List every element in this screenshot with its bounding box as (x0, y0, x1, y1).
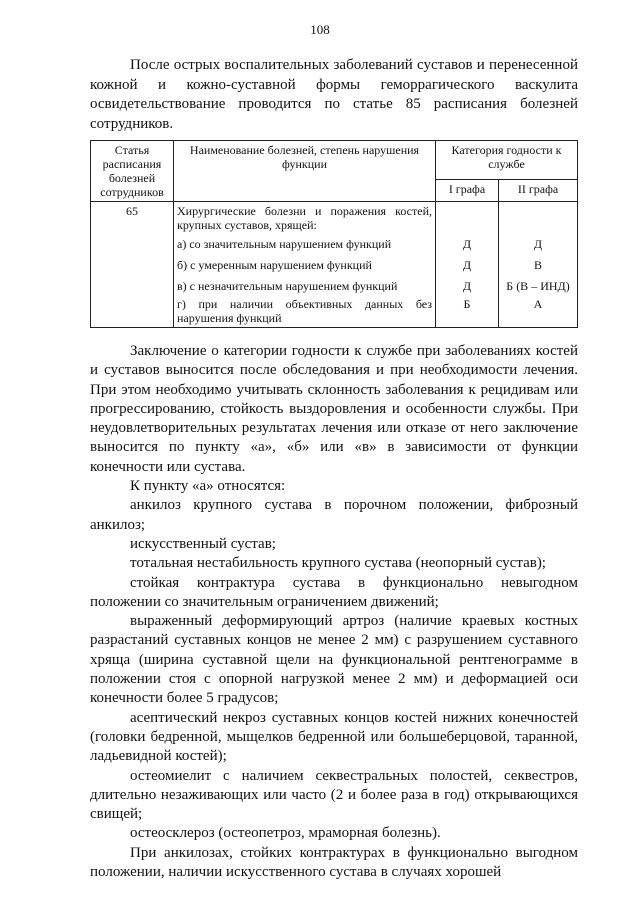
header-graph-1: I графа (436, 179, 499, 201)
disease-group-title: Хирургические болезни и поражения костей, крупных суставов, хрящей: (177, 204, 432, 232)
header-category: Категория годности к службе (436, 141, 578, 180)
graph-2-b: В (533, 258, 542, 272)
list-item: стойкая контрактура сустава в функционально невыгодном положении со значительным ограничением движений; (90, 574, 578, 610)
disease-item-a: а) со значительным нарушением функций (177, 237, 392, 251)
list-item: остеомиелит с наличием секвестральных полостей, секвестров, длительно незаживающих или часто (2 и более раза в год) открывающихся свищей; (90, 767, 578, 823)
disease-table (90, 140, 578, 328)
disease-item-b: б) с умеренным нарушением функций (177, 258, 372, 272)
table-header-row (91, 141, 578, 180)
list-item: асептический некроз суставных концов костей нижних конечностей (головки бедренной, мыщелков бедренной или большеберцовой, таранной, ладьевидной костей); (90, 709, 578, 765)
graph-1-d: Б (463, 297, 471, 311)
body-text (90, 342, 578, 882)
paragraph-conclusion: Заключение о категории годности к службе при заболеваниях костей и суставов выносится после обследования и при необходимости лечения. При этом необходимо учитывать склонность заболевания к рецидивам или прогрессированию, стойкость выздоровления и особенности службы. При неудовлетворительных результатах лечения или отказе от него заключение выносится по пункту «а», «б» или «в» в зависимости от функции конечности или сустава. (90, 343, 578, 475)
header-article: Статья расписания болезней сотрудников (91, 141, 174, 202)
paragraph-point-a: К пункту «а» относятся: (130, 478, 286, 495)
graph-1-values (436, 202, 499, 328)
graph-2-a: Д (533, 237, 543, 251)
graph-1-b: Д (462, 258, 472, 272)
article-number: 65 (91, 202, 174, 328)
list-item: остеосклероз (остеопетроз, мраморная болезнь). (130, 825, 441, 842)
paragraph-ankylosis: При анкилозах, стойких контрактурах в функционально выгодном положении, наличии искусственного сустава в случаях хорошей (90, 844, 578, 881)
graph-2-c: Б (В – ИНД) (506, 279, 570, 293)
intro-paragraph: После острых воспалительных заболеваний суставов и перенесенной кожной и кожно-суставной формы геморрагического васкулита освидетельствование проводится по статье 85 расписания болезней сотрудников. (90, 57, 578, 132)
list-item: искусственный сустав; (130, 535, 276, 552)
header-graph-2: II графа (499, 179, 578, 201)
page-number: 108 (310, 22, 330, 37)
header-name: Наименование болезней, степень нарушения функции (174, 141, 436, 202)
disease-names-cell (174, 202, 436, 328)
graph-2-d: А (533, 297, 543, 311)
list-item: выраженный деформирующий артроз (наличие краевых костных разрастаний суставных концов не менее 2 мм) с разрушением суставного хряща (ширина суставной щели на функциональной рентгенограмме в положении стоя с опорной нагрузкой менее 2 мм) и деформацией оси конечности более 5 градусов; (90, 613, 578, 707)
list-item: тотальная нестабильность крупного сустава (неопорный сустав); (130, 555, 546, 572)
list-item: анкилоз крупного сустава в порочном положении, фиброзный анкилоз; (90, 497, 578, 533)
disease-item-c: в) с незначительным нарушением функций (177, 279, 398, 293)
table-row (91, 202, 578, 328)
graph-2-values (499, 202, 578, 328)
disease-item-d: г) при наличии объективных данных без нарушения функций (177, 297, 432, 325)
graph-1-c: Д (462, 279, 472, 293)
graph-1-a: Д (462, 237, 472, 251)
